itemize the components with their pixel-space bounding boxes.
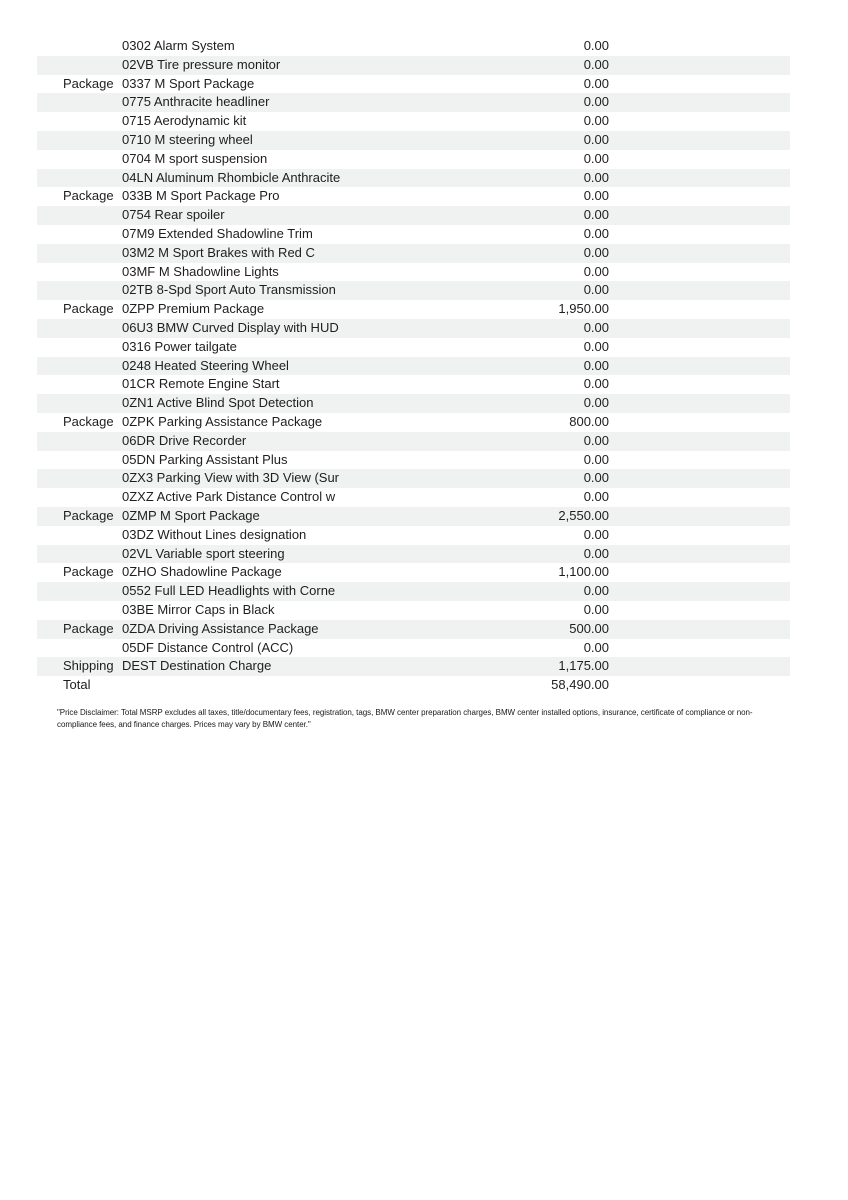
option-description: 05DF Distance Control (ACC) <box>122 639 294 655</box>
option-description: 05DN Parking Assistant Plus <box>122 451 288 467</box>
table-row <box>37 300 790 319</box>
table-row <box>37 263 790 282</box>
table-row <box>37 131 790 150</box>
option-price: 0.00 <box>583 38 609 53</box>
table-row <box>37 620 790 639</box>
table-row <box>37 112 790 131</box>
option-price: 0.00 <box>583 225 609 241</box>
option-price: 0.00 <box>583 169 609 185</box>
option-price: 0.00 <box>583 319 609 335</box>
option-price: 0.00 <box>583 113 609 129</box>
table-row <box>37 206 790 225</box>
table-row <box>37 545 790 564</box>
option-description: 0710 M steering wheel <box>122 131 253 147</box>
table-row <box>37 244 790 263</box>
table-row <box>37 676 790 695</box>
option-description: 0ZX3 Parking View with 3D View (Sur <box>122 470 340 486</box>
option-description: 01CR Remote Engine Start <box>122 376 280 392</box>
option-price: 0.00 <box>583 601 609 617</box>
option-description: 0ZMP M Sport Package <box>122 507 260 523</box>
row-category-label: Package <box>63 507 114 523</box>
option-price: 0.00 <box>583 94 609 110</box>
option-description: 04LN Aluminum Rhombicle Anthracite <box>122 169 341 185</box>
option-description: 0ZN1 Active Blind Spot Detection <box>122 395 314 411</box>
option-price: 0.00 <box>583 526 609 542</box>
table-row <box>37 56 790 75</box>
table-row <box>37 37 790 56</box>
option-description: 06U3 BMW Curved Display with HUD <box>122 319 339 335</box>
table-row <box>37 563 790 582</box>
option-description: DEST Destination Charge <box>122 658 272 674</box>
row-category-label: Package <box>63 620 114 636</box>
option-price: 0.00 <box>583 282 609 298</box>
option-description: 0775 Anthracite headliner <box>122 94 270 110</box>
option-price: 0.00 <box>583 489 609 505</box>
option-price: 0.00 <box>583 263 609 279</box>
option-price: 1,175.00 <box>558 658 609 674</box>
option-description: 07M9 Extended Shadowline Trim <box>122 225 313 241</box>
option-description: 03MF M Shadowline Lights <box>122 263 279 279</box>
row-category-label: Total <box>63 677 91 693</box>
table-row <box>37 582 790 601</box>
table-row <box>37 93 790 112</box>
option-description: 06DR Drive Recorder <box>122 432 247 448</box>
option-description: 02VL Variable sport steering <box>122 545 285 561</box>
table-row <box>37 357 790 376</box>
option-price: 0.00 <box>583 56 609 72</box>
option-description: 03M2 M Sport Brakes with Red C <box>122 244 315 260</box>
option-price: 0.00 <box>583 432 609 448</box>
option-price: 0.00 <box>583 207 609 223</box>
option-price: 0.00 <box>583 451 609 467</box>
option-price: 0.00 <box>583 545 609 561</box>
option-description: 0248 Heated Steering Wheel <box>122 357 289 373</box>
option-description: 0715 Aerodynamic kit <box>122 113 247 129</box>
option-price: 58,490.00 <box>551 677 609 693</box>
option-price: 500.00 <box>569 620 609 636</box>
table-row <box>37 657 790 676</box>
table-row <box>37 338 790 357</box>
price-disclaimer: "Price Disclaimer: Total MSRP excludes all taxes, title/documentary fees, registration, tags, BMW center preparation charges, BMW center installed options, insurance, certificate of compliance or non-compliance fees, and finance charges. Prices may vary by BMW center." <box>57 708 753 730</box>
row-category-label: Shipping <box>63 658 114 674</box>
option-description: 03BE Mirror Caps in Black <box>122 601 275 617</box>
option-description: 02TB 8-Spd Sport Auto Transmission <box>122 282 336 298</box>
option-price: 1,950.00 <box>558 301 609 317</box>
option-price: 800.00 <box>569 413 609 429</box>
row-category-label: Package <box>63 301 114 317</box>
row-category-label: Package <box>63 413 114 429</box>
table-row <box>37 526 790 545</box>
table-row <box>37 150 790 169</box>
option-price: 0.00 <box>583 639 609 655</box>
option-price: 0.00 <box>583 470 609 486</box>
option-description: 0302 Alarm System <box>122 38 235 53</box>
option-description: 0ZXZ Active Park Distance Control w <box>122 489 336 505</box>
table-row <box>37 225 790 244</box>
option-price: 0.00 <box>583 357 609 373</box>
option-price: 1,100.00 <box>558 564 609 580</box>
table-row <box>37 319 790 338</box>
option-description: 0ZDA Driving Assistance Package <box>122 620 319 636</box>
options-price-table <box>37 37 790 695</box>
option-description: 0ZHO Shadowline Package <box>122 564 282 580</box>
table-row <box>37 281 790 300</box>
option-description: 0552 Full LED Headlights with Corne <box>122 583 336 599</box>
option-price: 0.00 <box>583 338 609 354</box>
option-description: 033B M Sport Package Pro <box>122 188 280 204</box>
table-row <box>37 488 790 507</box>
option-price: 0.00 <box>583 150 609 166</box>
row-category-label: Package <box>63 75 114 91</box>
option-price: 0.00 <box>583 131 609 147</box>
row-category-label: Package <box>63 188 114 204</box>
option-price: 0.00 <box>583 583 609 599</box>
option-description: 0704 M sport suspension <box>122 150 268 166</box>
option-description: 0337 M Sport Package <box>122 75 255 91</box>
option-description: 0ZPK Parking Assistance Package <box>122 413 323 429</box>
table-row <box>37 601 790 620</box>
option-price: 0.00 <box>583 188 609 204</box>
table-row <box>37 507 790 526</box>
option-price: 2,550.00 <box>558 507 609 523</box>
table-row <box>37 169 790 188</box>
table-row <box>37 187 790 206</box>
option-price: 0.00 <box>583 376 609 392</box>
table-row <box>37 413 790 432</box>
table-row <box>37 375 790 394</box>
table-row <box>37 469 790 488</box>
option-description: 03DZ Without Lines designation <box>122 526 307 542</box>
table-row <box>37 451 790 470</box>
option-description: 0316 Power tailgate <box>122 338 237 354</box>
option-description: 0ZPP Premium Package <box>122 301 265 317</box>
option-description: 0754 Rear spoiler <box>122 207 225 223</box>
row-category-label: Package <box>63 564 114 580</box>
option-price: 0.00 <box>583 75 609 91</box>
table-row <box>37 432 790 451</box>
table-row <box>37 639 790 658</box>
option-description: 02VB Tire pressure monitor <box>122 56 281 72</box>
option-price: 0.00 <box>583 395 609 411</box>
table-row <box>37 394 790 413</box>
table-row <box>37 75 790 94</box>
option-price: 0.00 <box>583 244 609 260</box>
